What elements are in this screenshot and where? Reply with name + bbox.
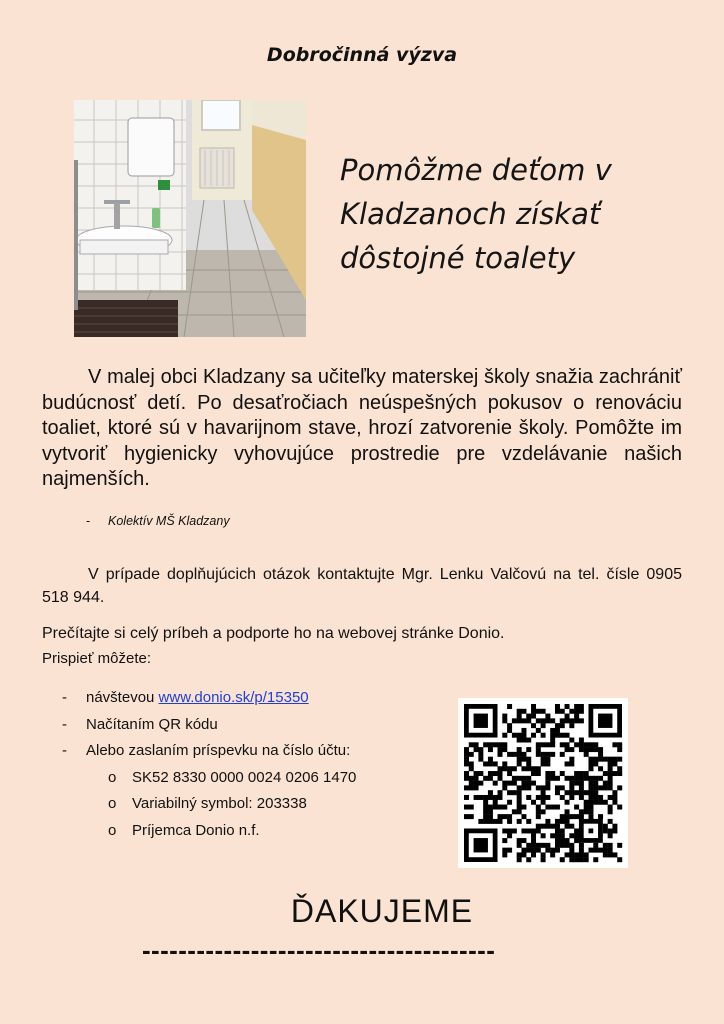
iban: SK52 8330 0000 0024 0206 1470 xyxy=(132,768,357,786)
signature-text: Kolektív MŠ Kladzany xyxy=(108,514,230,528)
sub-bullet: o xyxy=(108,821,117,839)
bullet: - xyxy=(62,689,67,706)
bullet: - xyxy=(62,742,67,759)
thanks-text: ĎAKUJEME xyxy=(290,893,474,929)
contribute-heading: Prispieť môžete: xyxy=(42,650,151,667)
school-toilet-photo xyxy=(74,100,306,337)
donio-cta: Prečítajte si celý príbeh a podporte ho na webovej stránke Donio. xyxy=(42,625,505,642)
sub-list-item xyxy=(42,791,356,818)
signature-dash: - xyxy=(86,514,91,528)
list-item xyxy=(42,712,356,739)
dash-divider: --------------------------------------- xyxy=(142,935,496,965)
qr-code[interactable] xyxy=(458,698,628,868)
qr-item: Načítaním QR kódu xyxy=(86,715,218,733)
list-item xyxy=(42,738,356,765)
sub-list-item xyxy=(42,818,356,845)
headline-line-3: dôstojné toalety xyxy=(340,241,576,275)
account-item: Alebo zaslaním príspevku na číslo účtu: xyxy=(86,742,351,759)
donio-link[interactable]: www.donio.sk/p/15350 xyxy=(158,689,309,706)
headline-line-1: Pomôžme deťom v xyxy=(340,153,612,187)
sub-bullet: o xyxy=(108,768,117,786)
recipient: Príjemca Donio n.f. xyxy=(132,821,260,839)
sub-list-item xyxy=(42,765,356,792)
qr-code-graphic xyxy=(458,698,628,868)
variable-symbol: Variabilný symbol: 203338 xyxy=(132,795,307,812)
page-title: Dobročinná výzva xyxy=(266,44,458,66)
visit-prefix: návštevou xyxy=(86,689,159,706)
signature xyxy=(86,514,230,528)
contribution-list xyxy=(42,685,356,844)
photo-illustration xyxy=(74,100,306,337)
headline xyxy=(340,148,680,280)
appeal-paragraph: V malej obci Kladzany sa učiteľky materskej školy snažia zachrániť budúcnosť detí. Po desaťročiach neúspešných pokusov o renováciu toaliet, ktoré sú v havarijnom stave, hrozí zatvorenie školy. Pomôžte im vytvoriť hygienicky vyhovujúce prostredie pre vzdelávanie našich najmenších. xyxy=(42,366,682,490)
sub-bullet: o xyxy=(108,795,117,812)
list-item xyxy=(42,685,356,712)
contact-paragraph: V prípade doplňujúcich otázok kontaktujte Mgr. Lenku Valčovú na tel. čísle 0905 518 944. xyxy=(42,566,682,606)
headline-line-2: Kladzanoch získať xyxy=(340,197,601,231)
bullet: - xyxy=(62,715,67,733)
